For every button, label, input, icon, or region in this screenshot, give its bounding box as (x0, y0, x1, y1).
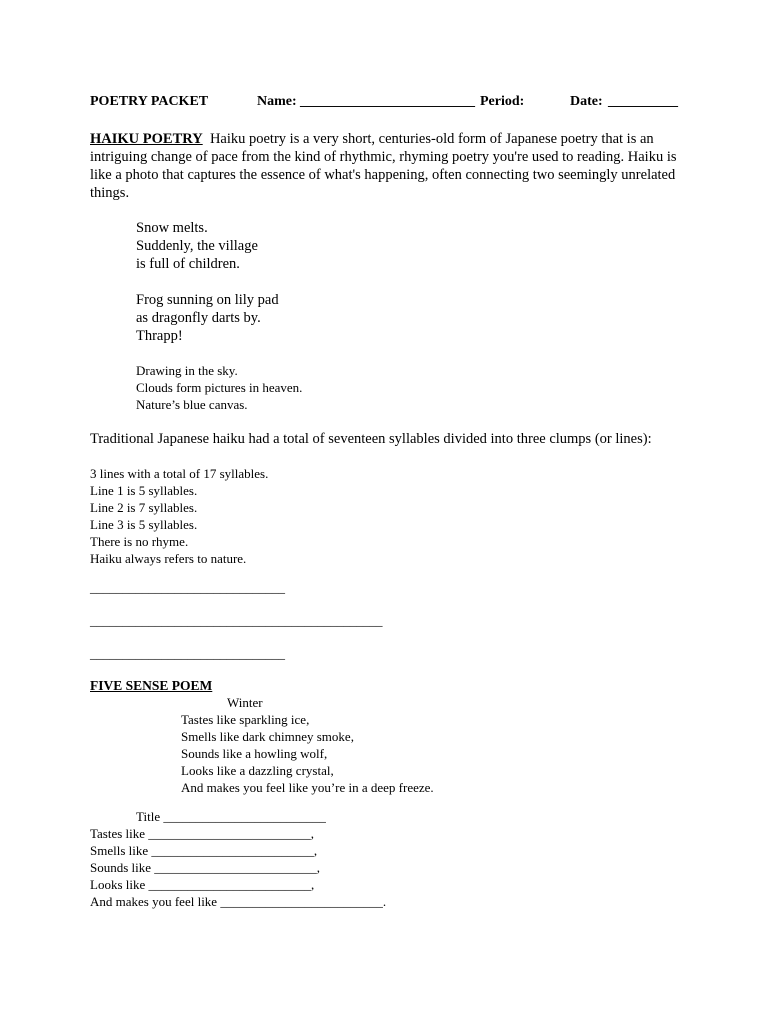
poem-line: as dragonfly darts by. (136, 310, 261, 326)
poem-line: Snow melts. (136, 220, 208, 236)
date-label: Date: (570, 94, 603, 109)
template-line[interactable]: And makes you feel like _________________________. (90, 894, 387, 909)
example-poem (181, 711, 434, 796)
name-label: Name: (257, 94, 297, 109)
poem-line: And makes you feel like you’re in a deep freeze. (181, 780, 434, 795)
poem-line: Drawing in the sky. (136, 363, 238, 378)
haiku-write-line-2[interactable]: _____________________________________________ (90, 613, 383, 628)
poem-line: Frog sunning on lily pad (136, 292, 279, 308)
name-blank[interactable]: _________________________ (300, 94, 475, 109)
date-blank[interactable]: __________ (608, 94, 678, 109)
rule-item: Line 2 is 7 syllables. (90, 500, 198, 515)
poem-line: Tastes like sparkling ice, (181, 712, 310, 727)
template-poem (90, 825, 386, 910)
haiku-poem-2 (136, 291, 279, 345)
haiku-poem-1 (136, 219, 258, 273)
haiku-poem-3 (136, 362, 302, 413)
template-line[interactable]: Tastes like _________________________, (90, 826, 315, 841)
haiku-write-line-1[interactable]: ______________________________ (90, 580, 285, 595)
template-title-line[interactable]: Title _________________________ (136, 809, 326, 824)
haiku-write-line-3[interactable]: ______________________________ (90, 646, 285, 661)
template-line[interactable]: Smells like _________________________, (90, 843, 318, 858)
rule-item: Haiku always refers to nature. (90, 551, 247, 566)
packet-title: POETRY PACKET (90, 94, 209, 109)
template-line[interactable]: Sounds like _________________________, (90, 860, 321, 875)
haiku-rules-list (90, 465, 268, 567)
rule-item: Line 1 is 5 syllables. (90, 483, 198, 498)
template-line[interactable]: Looks like _________________________, (90, 877, 315, 892)
haiku-intro-paragraph (90, 130, 690, 202)
poem-line: Sounds like a howling wolf, (181, 746, 328, 761)
rule-item: 3 lines with a total of 17 syllables. (90, 466, 269, 481)
haiku-heading: HAIKU POETRY (90, 131, 203, 147)
poem-line: Nature’s blue canvas. (136, 397, 248, 412)
five-sense-heading: FIVE SENSE POEM (90, 678, 213, 693)
poem-line: is full of children. (136, 256, 240, 272)
rule-item: There is no rhyme. (90, 534, 189, 549)
poem-line: Suddenly, the village (136, 238, 258, 254)
example-poem-title: Winter (227, 695, 263, 710)
poem-line: Clouds form pictures in heaven. (136, 380, 303, 395)
poem-line: Thrapp! (136, 328, 183, 344)
traditional-haiku-text: Traditional Japanese haiku had a total of seventeen syllables divided into three clumps (or lines): (90, 431, 652, 447)
period-label: Period: (480, 94, 525, 109)
poem-line: Looks like a dazzling crystal, (181, 763, 334, 778)
rule-item: Line 3 is 5 syllables. (90, 517, 198, 532)
haiku-intro-text: Haiku poetry is a very short, centuries-old form of Japanese poetry that is an intriguing change of pace from the kind of rhythmic, rhyming poetry you're used to reading. Haiku is like a photo that captures the essence of what's happening, often connecting two seemingly unrelated things. (90, 131, 677, 201)
poem-line: Smells like dark chimney smoke, (181, 729, 354, 744)
